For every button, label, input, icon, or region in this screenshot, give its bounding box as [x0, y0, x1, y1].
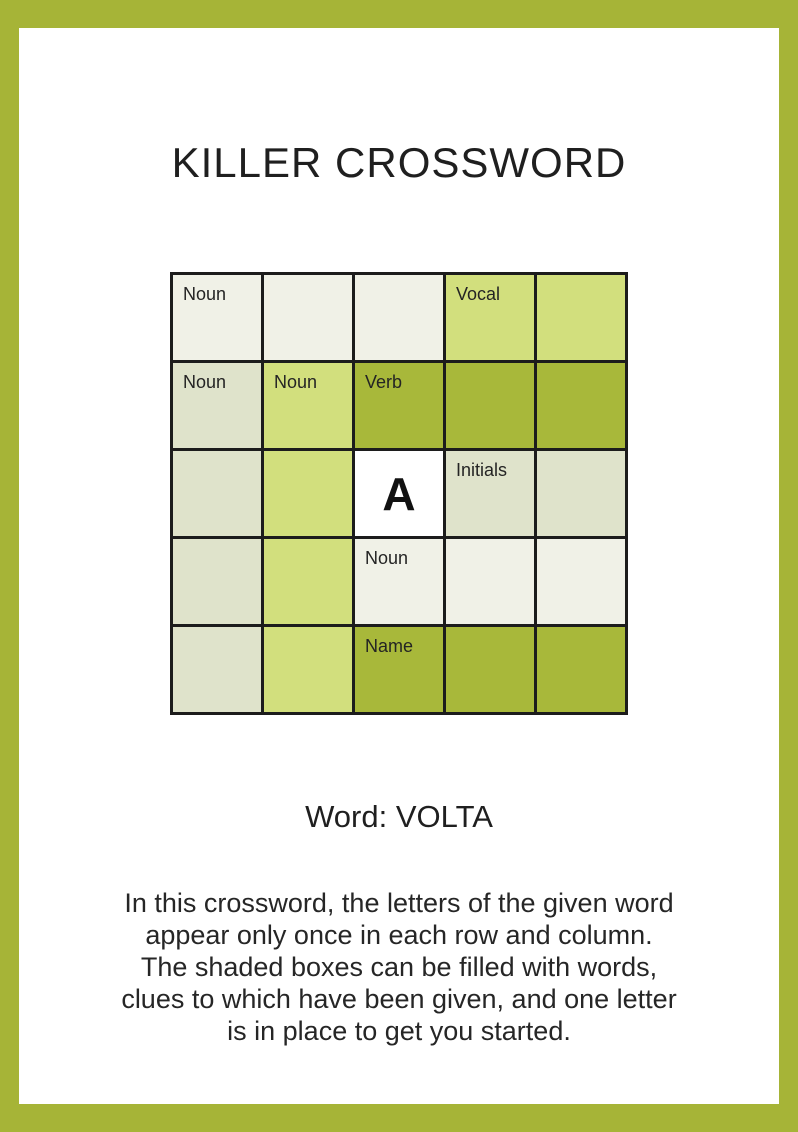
grid-cell-r2c2[interactable]	[264, 363, 352, 448]
page-title: KILLER CROSSWORD	[171, 139, 627, 186]
cell-clue-label: Vocal	[456, 284, 501, 304]
grid-cell-r4c4[interactable]	[446, 539, 534, 624]
cell-clue-label: Verb	[365, 372, 403, 392]
grid-cell-r5c5[interactable]	[537, 627, 625, 712]
instructions-line: appear only once in each row and column.	[145, 920, 653, 950]
grid-cell-r1c4[interactable]	[446, 275, 534, 360]
grid-cell-r3c1[interactable]	[173, 451, 261, 536]
grid-cell-r1c3[interactable]	[355, 275, 443, 360]
grid-container	[19, 272, 779, 715]
word-label: Word: VOLTA	[305, 799, 493, 834]
cell-clue-label: Noun	[274, 372, 318, 392]
given-letter: A	[382, 467, 416, 520]
grid-cell-r4c5[interactable]	[537, 539, 625, 624]
cell-clue-label: Initials	[456, 460, 508, 480]
grid-cell-r3c3[interactable]	[355, 451, 443, 536]
cell-clue-label: Name	[365, 636, 414, 656]
instructions-line: is in place to get you started.	[227, 1016, 571, 1046]
instructions-line: In this crossword, the letters of the given word	[124, 888, 674, 918]
grid-cell-r5c4[interactable]	[446, 627, 534, 712]
grid-cell-r1c2[interactable]	[264, 275, 352, 360]
instructions-line: The shaded boxes can be filled with words,	[140, 952, 658, 982]
grid-cell-r1c5[interactable]	[537, 275, 625, 360]
grid-cell-r5c2[interactable]	[264, 627, 352, 712]
grid-cell-r3c5[interactable]	[537, 451, 625, 536]
grid-cell-r5c3[interactable]	[355, 627, 443, 712]
grid-cell-r5c1[interactable]	[173, 627, 261, 712]
cell-clue-label: Noun	[183, 372, 227, 392]
grid-cell-r4c1[interactable]	[173, 539, 261, 624]
instructions	[19, 887, 779, 1047]
grid-cell-r3c2[interactable]	[264, 451, 352, 536]
grid-cell-r2c5[interactable]	[537, 363, 625, 448]
cell-clue-label: Noun	[365, 548, 409, 568]
puzzle-grid	[170, 272, 628, 715]
grid-cell-r3c4[interactable]	[446, 451, 534, 536]
grid-cell-r4c2[interactable]	[264, 539, 352, 624]
grid-cell-r2c3[interactable]	[355, 363, 443, 448]
grid-cell-r2c1[interactable]	[173, 363, 261, 448]
grid-cell-r1c1[interactable]	[173, 275, 261, 360]
grid-cell-r2c4[interactable]	[446, 363, 534, 448]
cell-clue-label: Noun	[183, 284, 227, 304]
grid-cell-r4c3[interactable]	[355, 539, 443, 624]
instructions-line: clues to which have been given, and one letter	[121, 984, 677, 1014]
